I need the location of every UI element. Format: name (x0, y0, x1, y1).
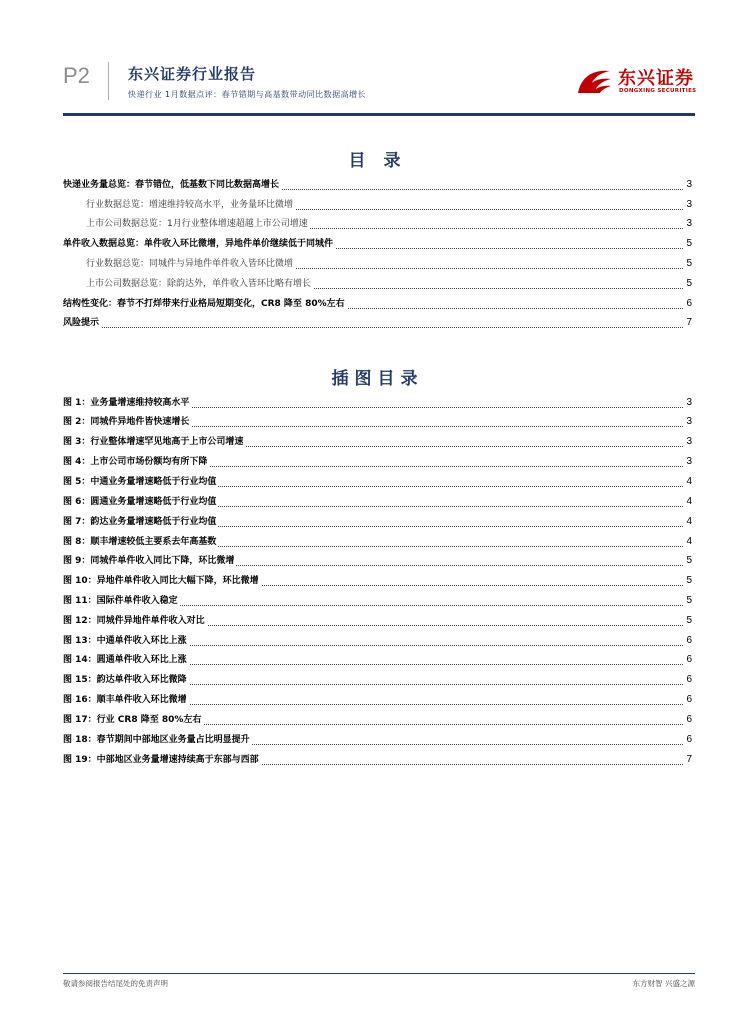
figure-entry-label: 图 10：异地件单件收入同比大幅下降，环比微增 (63, 573, 261, 589)
toc-entry-page: 5 (684, 256, 692, 272)
toc-entry-page: 3 (684, 197, 692, 213)
toc-entry[interactable] (0, 276, 755, 292)
figure-entry-page: 5 (684, 553, 692, 569)
page-number: P2 (63, 63, 90, 88)
figure-entry[interactable] (0, 633, 755, 649)
toc-leader (63, 327, 689, 328)
figure-entry-page: 6 (684, 633, 692, 649)
figure-entry-label: 图 19：中部地区业务量增速持续高于东部与西部 (63, 752, 261, 768)
figure-entry-page: 3 (684, 434, 692, 450)
figure-entry[interactable] (0, 613, 755, 629)
figure-entry-page: 6 (684, 672, 692, 688)
figure-entry[interactable] (0, 712, 755, 728)
toc-entry[interactable] (0, 296, 755, 312)
figure-entry[interactable] (0, 494, 755, 510)
figure-entry-label: 图 15：韵达单件收入环比微降 (63, 672, 189, 688)
figure-entry-page: 3 (684, 395, 692, 411)
footer-slogan: 东方财智 兴盛之源 (632, 979, 695, 988)
toc-entry-label: 结构性变化：春节不打烊带来行业格局短期变化，CR8 降至 80%左右 (63, 296, 347, 312)
figure-entry-page: 5 (684, 593, 692, 609)
toc-entry-label: 上市公司数据总览：除韵达外，单件收入皆环比略有增长 (86, 276, 313, 292)
toc-entry-page: 3 (684, 177, 692, 193)
logo-text-cn: 东兴证券 (618, 68, 694, 89)
figure-entry-label: 图 8：顺丰增速较低主要系去年高基数 (63, 534, 218, 550)
page-header (0, 0, 755, 118)
figure-entry[interactable] (0, 414, 755, 430)
figure-entry[interactable] (0, 514, 755, 530)
figure-entry-label: 图 12：同城件异地件单件收入对比 (63, 613, 207, 629)
toc-entry-page: 7 (684, 315, 692, 331)
toc-entry-label: 快递业务量总览：春节错位，低基数下同比数据高增长 (63, 177, 281, 193)
figure-entry-label: 图 9：同城件单件收入同比下降，环比微增 (63, 553, 236, 569)
figures-title: 插图目录 (331, 369, 424, 389)
figure-entry-page: 7 (684, 752, 692, 768)
footer-rule (63, 973, 695, 974)
toc-entry-label: 单件收入数据总览：单件收入环比微增，异地件单价继续低于同城件 (63, 236, 335, 252)
toc-entry-page: 3 (684, 216, 692, 232)
figure-entry[interactable] (0, 672, 755, 688)
toc-title: 目 录 (348, 151, 407, 171)
figure-entry[interactable] (0, 434, 755, 450)
toc-entry[interactable] (0, 216, 755, 232)
figure-entry-page: 5 (684, 573, 692, 589)
figure-entry-page: 5 (684, 613, 692, 629)
figure-entry-page: 4 (684, 534, 692, 550)
figure-entry-label: 图 14：圆通单件收入环比上涨 (63, 652, 189, 668)
figure-entry-page: 6 (684, 692, 692, 708)
toc-entry-page: 6 (684, 296, 692, 312)
toc-entry-page: 5 (684, 276, 692, 292)
figure-entry[interactable] (0, 573, 755, 589)
logo-mark-icon (575, 63, 613, 97)
header-divider (108, 62, 109, 100)
figure-entry-label: 图 1：业务量增速维持较高水平 (63, 395, 191, 411)
figure-entry-page: 4 (684, 494, 692, 510)
figure-entry[interactable] (0, 454, 755, 470)
figure-entry-page: 3 (684, 454, 692, 470)
toc-entry[interactable] (0, 197, 755, 213)
figure-entry-label: 图 5：中通业务量增速略低于行业均值 (63, 474, 218, 490)
figure-entry[interactable] (0, 692, 755, 708)
figure-entry-label: 图 13：中通单件收入环比上涨 (63, 633, 189, 649)
figure-entry-label: 图 11：国际件单件收入稳定 (63, 593, 180, 609)
toc-entry-label: 风险提示 (63, 315, 101, 331)
figure-entry[interactable] (0, 534, 755, 550)
figure-entry-label: 图 4：上市公司市场份额均有所下降 (63, 454, 209, 470)
toc-entry-label: 行业数据总览：增速维持较高水平，业务量环比微增 (86, 197, 295, 213)
figure-entry-page: 4 (684, 474, 692, 490)
report-title: 东兴证券行业报告 (128, 65, 257, 83)
toc-entry[interactable] (0, 177, 755, 193)
figure-entry-page: 6 (684, 652, 692, 668)
figure-entry-page: 4 (684, 514, 692, 530)
logo-text-en: DONGXING SECURITIES (619, 88, 697, 94)
figure-entry-label: 图 6：圆通业务量增速略低于行业均值 (63, 494, 218, 510)
figure-entry[interactable] (0, 474, 755, 490)
report-subtitle: 快递行业 1月数据点评：春节错期与高基数带动同比数据高增长 (128, 90, 367, 99)
company-logo (575, 61, 695, 101)
toc-entry[interactable] (0, 236, 755, 252)
figure-entry-label: 图 17：行业 CR8 降至 80%左右 (63, 712, 203, 728)
figure-entry-label: 图 18：春节期间中部地区业务量占比明显提升 (63, 732, 252, 748)
figure-entry-label: 图 16：顺丰单件收入环比微增 (63, 692, 189, 708)
toc-entry-label: 行业数据总览：同城件与异地件单件收入皆环比微增 (86, 256, 295, 272)
toc-entry[interactable] (0, 256, 755, 272)
header-rule (63, 113, 695, 116)
toc-entry[interactable] (0, 315, 755, 331)
figure-entry-label: 图 2：同城件异地件皆快速增长 (63, 414, 191, 430)
figure-entry[interactable] (0, 395, 755, 411)
figure-entry[interactable] (0, 652, 755, 668)
footer-disclaimer: 敬请参阅报告结尾处的免责声明 (63, 979, 168, 988)
toc-entry-label: 上市公司数据总览：1月行业整体增速超越上市公司增速 (86, 216, 310, 232)
figure-entry-label: 图 3：行业整体增速罕见地高于上市公司增速 (63, 434, 245, 450)
figure-entry[interactable] (0, 553, 755, 569)
figure-entry[interactable] (0, 752, 755, 768)
toc-entry-page: 5 (684, 236, 692, 252)
figure-entry[interactable] (0, 732, 755, 748)
figure-entry-page: 3 (684, 414, 692, 430)
figure-entry-label: 图 7：韵达业务量增速略低于行业均值 (63, 514, 218, 530)
figure-entry-page: 6 (684, 732, 692, 748)
figure-entry[interactable] (0, 593, 755, 609)
figure-entry-page: 6 (684, 712, 692, 728)
